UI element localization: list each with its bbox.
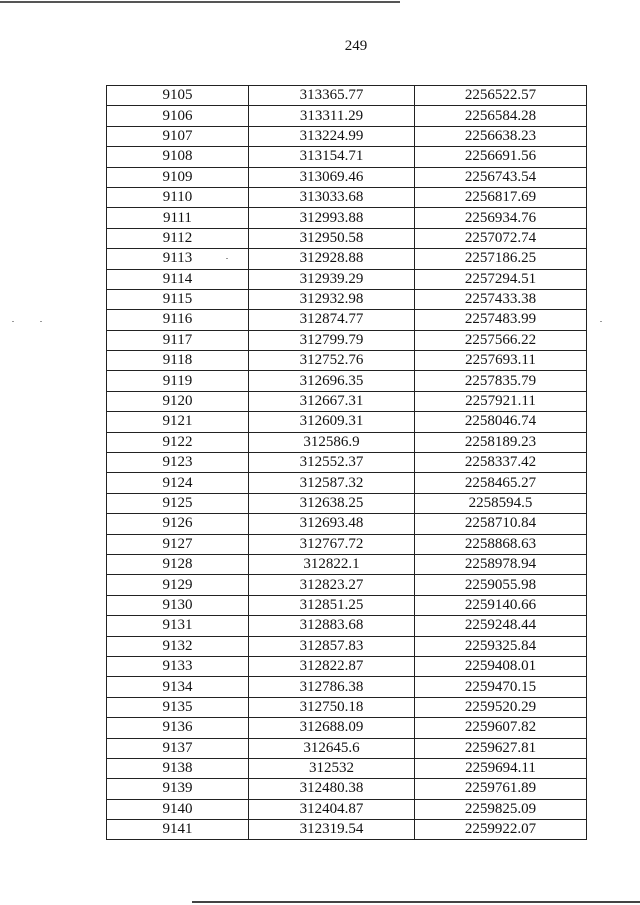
point-number-cell: 9106 <box>107 106 249 126</box>
y-coordinate-cell: 2258337.42 <box>415 453 587 473</box>
y-coordinate-cell: 2257566.22 <box>415 330 587 350</box>
table-row <box>107 473 587 493</box>
y-coordinate-cell: 2259140.66 <box>415 595 587 615</box>
x-coordinate-cell: 312586.9 <box>249 432 415 452</box>
point-number-cell: 9119 <box>107 371 249 391</box>
table-row <box>107 106 587 126</box>
scan-speck <box>12 321 14 322</box>
x-coordinate-cell: 312950.58 <box>249 228 415 248</box>
scan-speck <box>226 258 228 259</box>
y-coordinate-cell: 2259248.44 <box>415 616 587 636</box>
y-coordinate-cell: 2259408.01 <box>415 656 587 676</box>
y-coordinate-cell: 2257835.79 <box>415 371 587 391</box>
y-coordinate-cell: 2259694.11 <box>415 758 587 778</box>
table-row <box>107 820 587 840</box>
table-row <box>107 656 587 676</box>
y-coordinate-cell: 2256743.54 <box>415 167 587 187</box>
table-row <box>107 677 587 697</box>
table-row <box>107 453 587 473</box>
table-row <box>107 228 587 248</box>
table-row <box>107 738 587 758</box>
y-coordinate-cell: 2256934.76 <box>415 208 587 228</box>
y-coordinate-cell: 2258046.74 <box>415 412 587 432</box>
table-row <box>107 187 587 207</box>
scan-edge-top <box>0 1 400 3</box>
y-coordinate-cell: 2257483.99 <box>415 310 587 330</box>
point-number-cell: 9123 <box>107 453 249 473</box>
y-coordinate-cell: 2258710.84 <box>415 514 587 534</box>
table-row <box>107 514 587 534</box>
table-row <box>107 554 587 574</box>
point-number-cell: 9113 <box>107 249 249 269</box>
x-coordinate-cell: 312404.87 <box>249 799 415 819</box>
point-number-cell: 9107 <box>107 126 249 146</box>
point-number-cell: 9135 <box>107 697 249 717</box>
table-row <box>107 718 587 738</box>
x-coordinate-cell: 312696.35 <box>249 371 415 391</box>
table-row <box>107 758 587 778</box>
point-number-cell: 9125 <box>107 493 249 513</box>
y-coordinate-cell: 2256638.23 <box>415 126 587 146</box>
x-coordinate-cell: 312609.31 <box>249 412 415 432</box>
point-number-cell: 9110 <box>107 187 249 207</box>
table-row <box>107 575 587 595</box>
y-coordinate-cell: 2259627.81 <box>415 738 587 758</box>
point-number-cell: 9112 <box>107 228 249 248</box>
table-row <box>107 697 587 717</box>
table-row <box>107 636 587 656</box>
y-coordinate-cell: 2257921.11 <box>415 391 587 411</box>
y-coordinate-cell: 2257294.51 <box>415 269 587 289</box>
point-number-cell: 9118 <box>107 351 249 371</box>
x-coordinate-cell: 312688.09 <box>249 718 415 738</box>
y-coordinate-cell: 2258868.63 <box>415 534 587 554</box>
point-number-cell: 9122 <box>107 432 249 452</box>
page-number: 249 <box>344 38 368 54</box>
table-row <box>107 371 587 391</box>
point-number-cell: 9111 <box>107 208 249 228</box>
point-number-cell: 9131 <box>107 616 249 636</box>
x-coordinate-cell: 313311.29 <box>249 106 415 126</box>
y-coordinate-cell: 2259922.07 <box>415 820 587 840</box>
x-coordinate-cell: 312928.88 <box>249 249 415 269</box>
x-coordinate-cell: 313224.99 <box>249 126 415 146</box>
point-number-cell: 9130 <box>107 595 249 615</box>
table-row <box>107 779 587 799</box>
point-number-cell: 9128 <box>107 554 249 574</box>
y-coordinate-cell: 2259761.89 <box>415 779 587 799</box>
table-row <box>107 493 587 513</box>
x-coordinate-cell: 312823.27 <box>249 575 415 595</box>
table-row <box>107 147 587 167</box>
x-coordinate-cell: 312857.83 <box>249 636 415 656</box>
table-row <box>107 595 587 615</box>
point-number-cell: 9137 <box>107 738 249 758</box>
y-coordinate-cell: 2257072.74 <box>415 228 587 248</box>
x-coordinate-cell: 312851.25 <box>249 595 415 615</box>
table-row <box>107 249 587 269</box>
x-coordinate-cell: 312480.38 <box>249 779 415 799</box>
y-coordinate-cell: 2259607.82 <box>415 718 587 738</box>
x-coordinate-cell: 312319.54 <box>249 820 415 840</box>
scan-edge-bottom <box>192 901 640 903</box>
y-coordinate-cell: 2258465.27 <box>415 473 587 493</box>
point-number-cell: 9138 <box>107 758 249 778</box>
x-coordinate-cell: 312750.18 <box>249 697 415 717</box>
point-number-cell: 9129 <box>107 575 249 595</box>
coordinates-table <box>106 85 587 840</box>
x-coordinate-cell: 312693.48 <box>249 514 415 534</box>
table-row <box>107 208 587 228</box>
y-coordinate-cell: 2256584.28 <box>415 106 587 126</box>
table-row <box>107 432 587 452</box>
x-coordinate-cell: 312532 <box>249 758 415 778</box>
x-coordinate-cell: 313033.68 <box>249 187 415 207</box>
table-row <box>107 310 587 330</box>
point-number-cell: 9115 <box>107 289 249 309</box>
point-number-cell: 9139 <box>107 779 249 799</box>
table-row <box>107 351 587 371</box>
table-row <box>107 616 587 636</box>
table-row <box>107 269 587 289</box>
point-number-cell: 9117 <box>107 330 249 350</box>
point-number-cell: 9141 <box>107 820 249 840</box>
point-number-cell: 9114 <box>107 269 249 289</box>
point-number-cell: 9126 <box>107 514 249 534</box>
point-number-cell: 9109 <box>107 167 249 187</box>
y-coordinate-cell: 2259470.15 <box>415 677 587 697</box>
x-coordinate-cell: 312638.25 <box>249 493 415 513</box>
point-number-cell: 9116 <box>107 310 249 330</box>
table-row <box>107 86 587 106</box>
y-coordinate-cell: 2259325.84 <box>415 636 587 656</box>
y-coordinate-cell: 2257186.25 <box>415 249 587 269</box>
y-coordinate-cell: 2256817.69 <box>415 187 587 207</box>
y-coordinate-cell: 2257433.38 <box>415 289 587 309</box>
x-coordinate-cell: 312799.79 <box>249 330 415 350</box>
x-coordinate-cell: 313154.71 <box>249 147 415 167</box>
x-coordinate-cell: 312587.32 <box>249 473 415 493</box>
point-number-cell: 9136 <box>107 718 249 738</box>
x-coordinate-cell: 312939.29 <box>249 269 415 289</box>
point-number-cell: 9120 <box>107 391 249 411</box>
y-coordinate-cell: 2259825.09 <box>415 799 587 819</box>
y-coordinate-cell: 2259055.98 <box>415 575 587 595</box>
table-row <box>107 391 587 411</box>
table-body <box>107 86 587 840</box>
point-number-cell: 9134 <box>107 677 249 697</box>
point-number-cell: 9105 <box>107 86 249 106</box>
table-row <box>107 412 587 432</box>
y-coordinate-cell: 2257693.11 <box>415 351 587 371</box>
table-row <box>107 330 587 350</box>
y-coordinate-cell: 2258189.23 <box>415 432 587 452</box>
y-coordinate-cell: 2256522.57 <box>415 86 587 106</box>
x-coordinate-cell: 313069.46 <box>249 167 415 187</box>
x-coordinate-cell: 312932.98 <box>249 289 415 309</box>
x-coordinate-cell: 312786.38 <box>249 677 415 697</box>
x-coordinate-cell: 312645.6 <box>249 738 415 758</box>
table-row <box>107 534 587 554</box>
y-coordinate-cell: 2258594.5 <box>415 493 587 513</box>
x-coordinate-cell: 312822.87 <box>249 656 415 676</box>
point-number-cell: 9108 <box>107 147 249 167</box>
scan-speck <box>40 321 42 322</box>
x-coordinate-cell: 312883.68 <box>249 616 415 636</box>
y-coordinate-cell: 2259520.29 <box>415 697 587 717</box>
y-coordinate-cell: 2258978.94 <box>415 554 587 574</box>
x-coordinate-cell: 313365.77 <box>249 86 415 106</box>
x-coordinate-cell: 312667.31 <box>249 391 415 411</box>
point-number-cell: 9133 <box>107 656 249 676</box>
x-coordinate-cell: 312822.1 <box>249 554 415 574</box>
point-number-cell: 9127 <box>107 534 249 554</box>
point-number-cell: 9124 <box>107 473 249 493</box>
x-coordinate-cell: 312752.76 <box>249 351 415 371</box>
scan-speck <box>600 321 602 322</box>
x-coordinate-cell: 312767.72 <box>249 534 415 554</box>
point-number-cell: 9132 <box>107 636 249 656</box>
table-row <box>107 167 587 187</box>
point-number-cell: 9140 <box>107 799 249 819</box>
table-row <box>107 126 587 146</box>
x-coordinate-cell: 312552.37 <box>249 453 415 473</box>
x-coordinate-cell: 312874.77 <box>249 310 415 330</box>
table-row <box>107 289 587 309</box>
table-row <box>107 799 587 819</box>
y-coordinate-cell: 2256691.56 <box>415 147 587 167</box>
point-number-cell: 9121 <box>107 412 249 432</box>
x-coordinate-cell: 312993.88 <box>249 208 415 228</box>
